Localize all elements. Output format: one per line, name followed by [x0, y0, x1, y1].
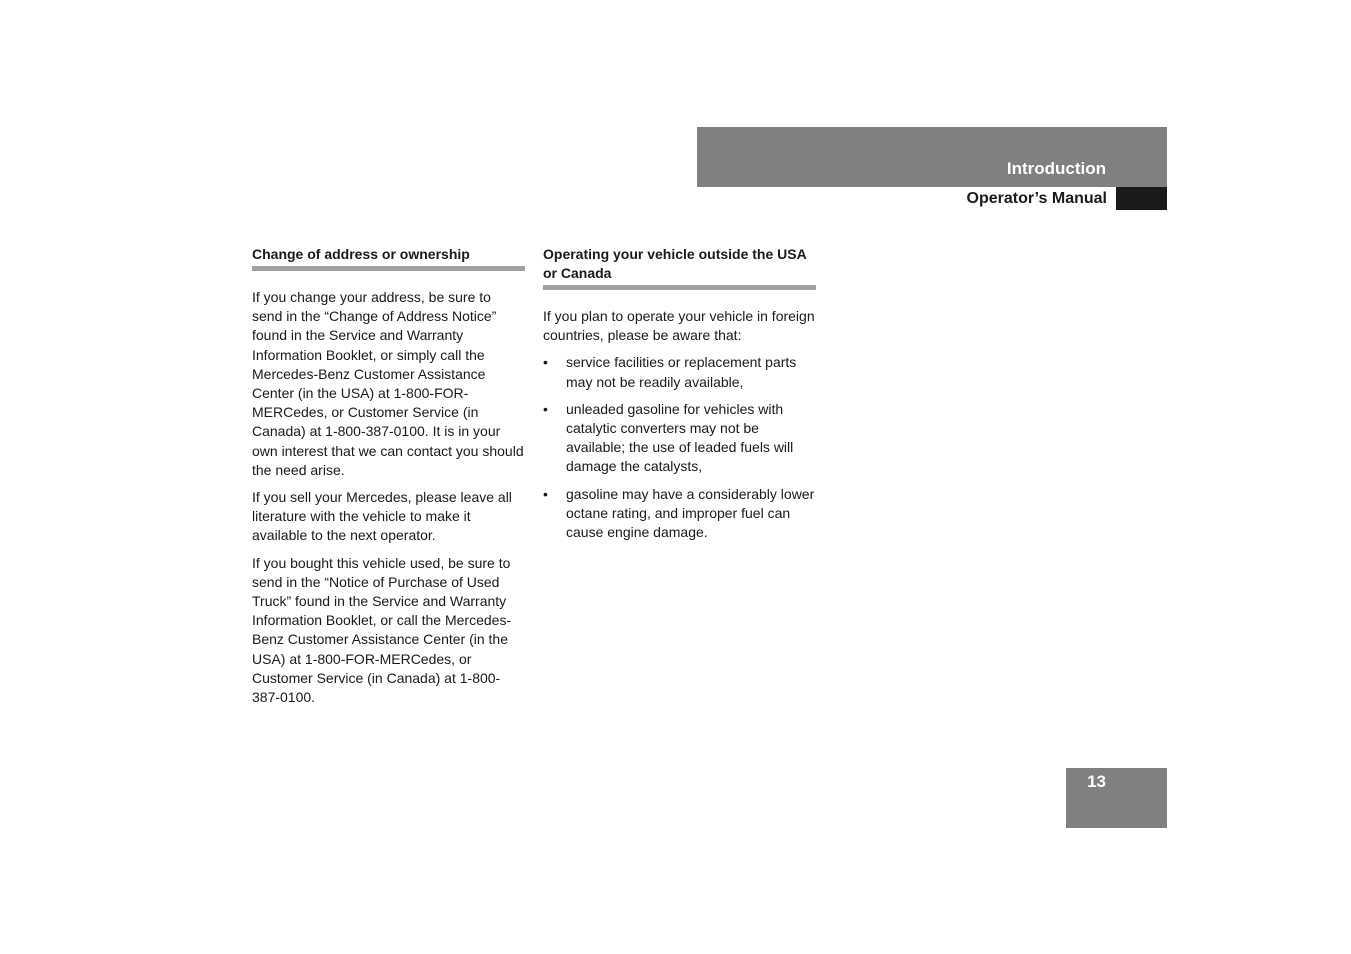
- list-item-text: service facilities or replacement parts may not be readily available,: [566, 354, 797, 390]
- section-heading-change-of-address: Change of address or ownership: [252, 245, 525, 271]
- left-column: [252, 245, 525, 715]
- right-column: [543, 245, 816, 550]
- paragraph-change-of-address: If you change your address, be sure to send in the “Change of Address Notice” found in the Service and Warranty Information Booklet, or simply call the Mercedes-Benz Customer Assistance Center (in the USA) at 1-800-FOR-MERCedes, or Customer Service (in Canada) at 1-800-387-0100. It is in your own interest that we can contact you should the need arise.: [252, 289, 524, 478]
- paragraph-selling-vehicle: If you sell your Mercedes, please leave all literature with the vehicle to make it available to the next operator.: [252, 489, 512, 544]
- bullet-icon: •: [543, 354, 548, 371]
- foreign-operation-list: [543, 353, 816, 542]
- chapter-title: Introduction: [1006, 159, 1106, 178]
- bullet-icon: •: [543, 400, 548, 417]
- subchapter-title: Operator’s Manual: [966, 190, 1107, 207]
- list-item-text: gasoline may have a considerably lower octane rating, and improper fuel can cause engine damage.: [566, 485, 815, 541]
- list-item: [543, 400, 816, 477]
- chapter-header-block: [697, 127, 1167, 187]
- bullet-icon: •: [543, 485, 548, 502]
- paragraph-foreign-intro: If you plan to operate your vehicle in foreign countries, please be aware that:: [543, 308, 815, 344]
- section-heading-outside-usa: Operating your vehicle outside the USA or Canada: [543, 245, 816, 290]
- subchapter-marker: [1116, 187, 1167, 210]
- paragraph-used-vehicle: If you bought this vehicle used, be sure to send in the “Notice of Purchase of Used Truck” found in the Service and Warranty Information Booklet, or call the Mercedes-Benz Customer Assistance Center (in the USA) at 1-800-FOR-MERCedes, or Customer Service (in Canada) at 1-800-387-0100.: [252, 554, 512, 706]
- list-item-text: unleaded gasoline for vehicles with catalytic converters may not be available; the use of leaded fuels will damage the catalysts,: [566, 400, 794, 475]
- page-number-tab: [1066, 768, 1167, 828]
- list-item: [543, 485, 816, 543]
- page-number: 13: [1087, 772, 1106, 791]
- list-item: [543, 353, 816, 391]
